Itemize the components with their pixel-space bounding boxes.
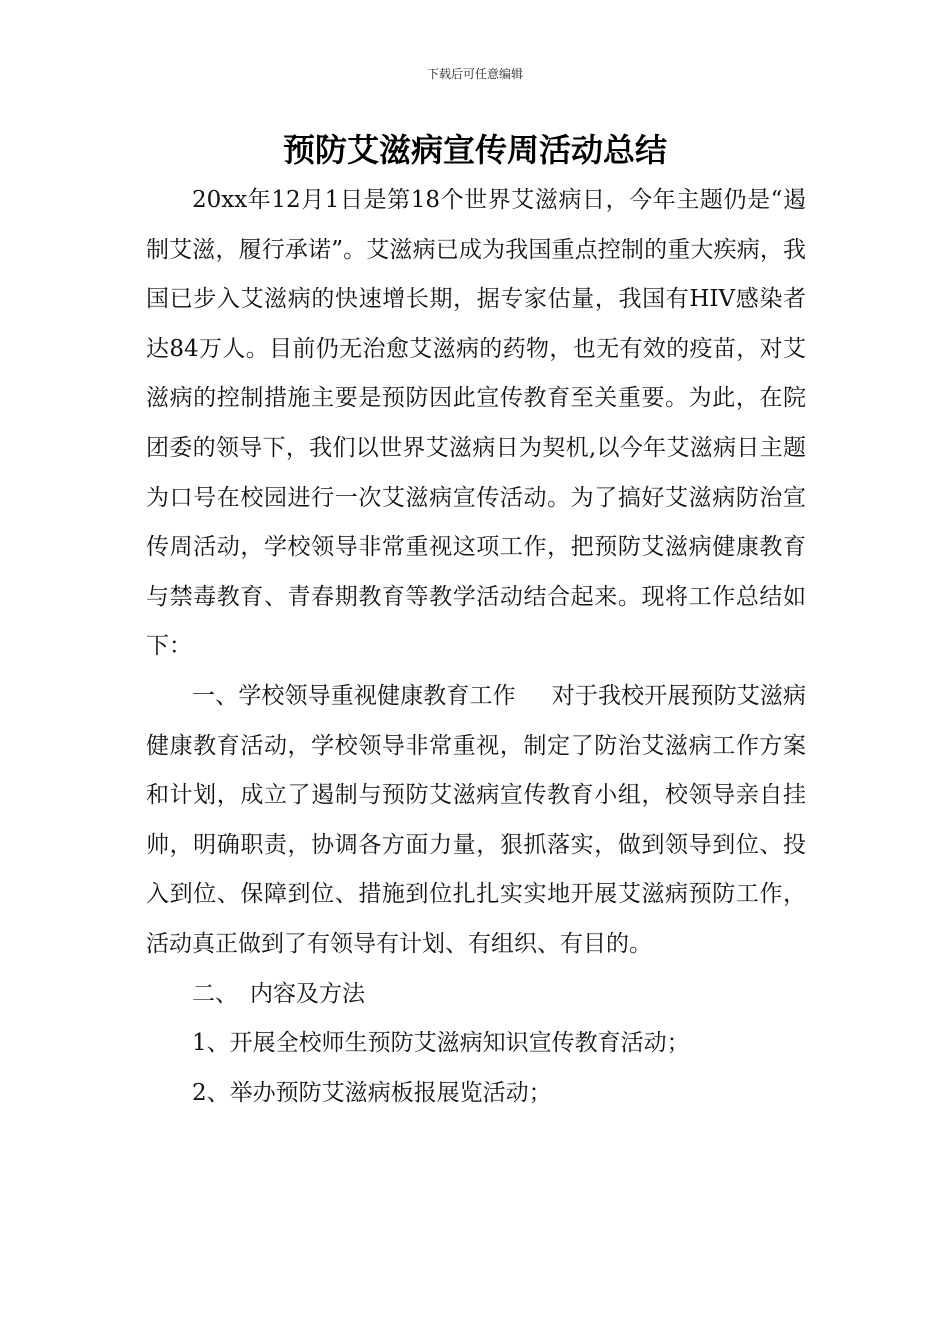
document-title: 预防艾滋病宣传周活动总结 xyxy=(282,131,667,169)
section2-number: 二、 xyxy=(192,980,238,1007)
section1-text: 对于我校开展预防艾滋病健康教育活动，学校领导非常重视，制定了防治艾滋病工作方案和计划，成立了遏制与预防艾滋病宣传教育小组，校领导亲自挂帅，明确职责，协调各方面力量，狠抓落实，做到领导到位、投入到位、保障到位、措施到位扎扎实实地开展艾滋病预防工作，活动真正做到了有领导有计划、有组织、有目的。 xyxy=(146,682,807,957)
document-body xyxy=(146,176,806,1118)
section2-heading: 内容及方法 xyxy=(250,980,365,1007)
section1-paragraph xyxy=(146,672,806,970)
list-item: 1、开展全校师生预防艾滋病知识宣传教育活动； xyxy=(192,1030,690,1057)
intro-paragraph: 20xx年12月1日是第18个世界艾滋病日，今年主题仍是“遏制艾滋，履行承诺”。艾滋病已成为我国重点控制的重大疾病，我国已步入艾滋病的快速增长期，据专家估量，我国有HIV感染者达84万人。目前仍无治愈艾滋病的药物，也无有效的疫苗，对艾滋病的控制措施主要是预防因此宣传教育至关重要。为此，在院团委的领导下，我们以世界艾滋病日为契机,以今年艾滋病日主题为口号在校园进行一次艾滋病宣传活动。为了搞好艾滋病防治宣传周活动，学校领导非常重视这项工作，把预防艾滋病健康教育与禁毒教育、青春期教育等教学活动结合起来。现将工作总结如下： xyxy=(146,187,806,660)
section2-heading-line xyxy=(146,970,806,1020)
header-note: 下载后可任意编辑 xyxy=(426,67,523,81)
list-item: 2、举办预防艾滋病板报展览活动； xyxy=(192,1079,552,1106)
section1-heading: 一、学校领导重视健康教育工作 xyxy=(192,682,516,709)
